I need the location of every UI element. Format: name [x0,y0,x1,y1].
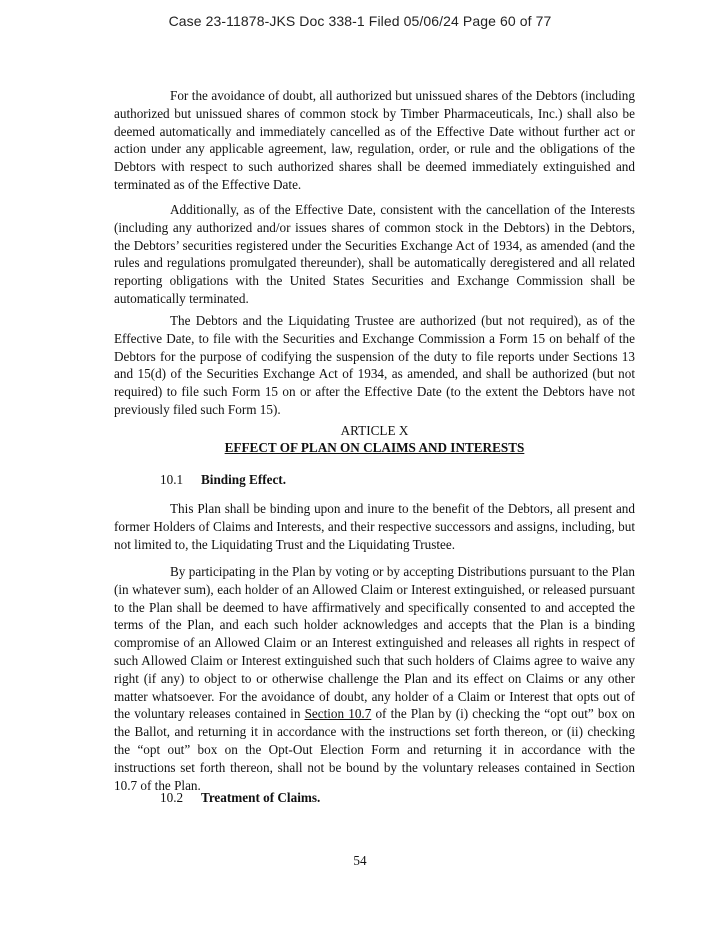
court-filing-header: Case 23-11878-JKS Doc 338-1 Filed 05/06/24 Page 60 of 77 [168,13,552,29]
page-number: 54 [353,853,367,868]
paragraph-deemed-consent [114,563,635,794]
article-title-text: EFFECT OF PLAN ON CLAIMS AND INTERESTS [224,440,525,455]
section-heading-10-2 [160,789,320,807]
paragraph-deemed-consent-part-1: By participating in the Plan by voting or by accepting Distributions pursuant to the Plan (in whatever sum), each holder of an Allowed Claim or Interest extinguished, or released pursuant to the Plan shall be deemed to have affirmatively and specifically consented to and accepted the terms of the Plan, and each such holder acknowledges and accepts that the Plan is a binding compromise of an Allowed Claim or an Interest extinguished and releases all rights in respect of such Allowed Claim or Interest extinguished such that such holders of Claims agree to waive any right (if any) to object to or otherwise challenge the Plan and its effect on Claims or any other matter whatsoever. For the avoidance of doubt, any holder of a Claim or Interest that opts out of the voluntary releases contained in [114,564,635,722]
paragraph-deemed-consent-part-2: of the Plan by (i) checking the “opt out” box on the Ballot, and returning it in accordance with the instructions set forth thereon, or (ii) checking the “opt out” box on the Opt-Out Election Form and returning it in accordance with the instructions set forth thereon, shall not be bound by the voluntary releases contained in Section 10.7 of the Plan. [114,706,636,793]
section-number: 10.1 [160,472,184,487]
article-title [114,439,635,457]
section-number: 10.2 [160,790,184,805]
paragraph-form-15: The Debtors and the Liquidating Trustee are authorized (but not required), as of the Effective Date, to file with the Securities and Exchange Commission a Form 15 on behalf of the Debtors for the purpose of codifying the suspension of the duty to file reports under Sections 13 and 15(d) of the Securities Exchange Act of 1934, as amended, and shall be authorized (but not required) to file such Form 15 on or after the Effective Date (to the extent the Debtors have not previously filed such Form 15). [114,313,635,417]
paragraph-binding-effect: This Plan shall be binding upon and inure to the benefit of the Debtors, all present and former Holders of Claims and Interests, and their respective successors and assigns, including, but not limited to, the Liquidating Trust and the Liquidating Trustee. [114,501,635,552]
section-title: Binding Effect. [201,472,286,487]
article-label: ARTICLE X [340,423,409,438]
section-10-7-reference: Section 10.7 [304,706,372,722]
section-title: Treatment of Claims. [201,790,321,805]
section-heading-10-1 [160,471,286,489]
paragraph-deregistration: Additionally, as of the Effective Date, consistent with the cancellation of the Interests (including any authorized and/or issues shares of common stock in the Debtors) in the Debtors, the Debtors’ securities registered under the Securities Exchange Act of 1934, as amended (and the rules and regulations promulgated thereunder), shall be automatically deregistered and all related reporting obligations with the United States Securities and Exchange Commission shall be automatically terminated. [114,202,635,306]
paragraph-authorized-shares-cancellation: For the avoidance of doubt, all authorized but unissued shares of the Debtors (including authorized but unissued shares of common stock by Timber Pharmaceuticals, Inc.) shall also be deemed automatically and immediately cancelled as of the Effective Date without further act or action under any applicable agreement, law, regulation, order, or rule and the obligations of the Debtors with respect to such authorized shares shall be deemed immediately extinguished and terminated as of the Effective Date. [114,88,635,192]
